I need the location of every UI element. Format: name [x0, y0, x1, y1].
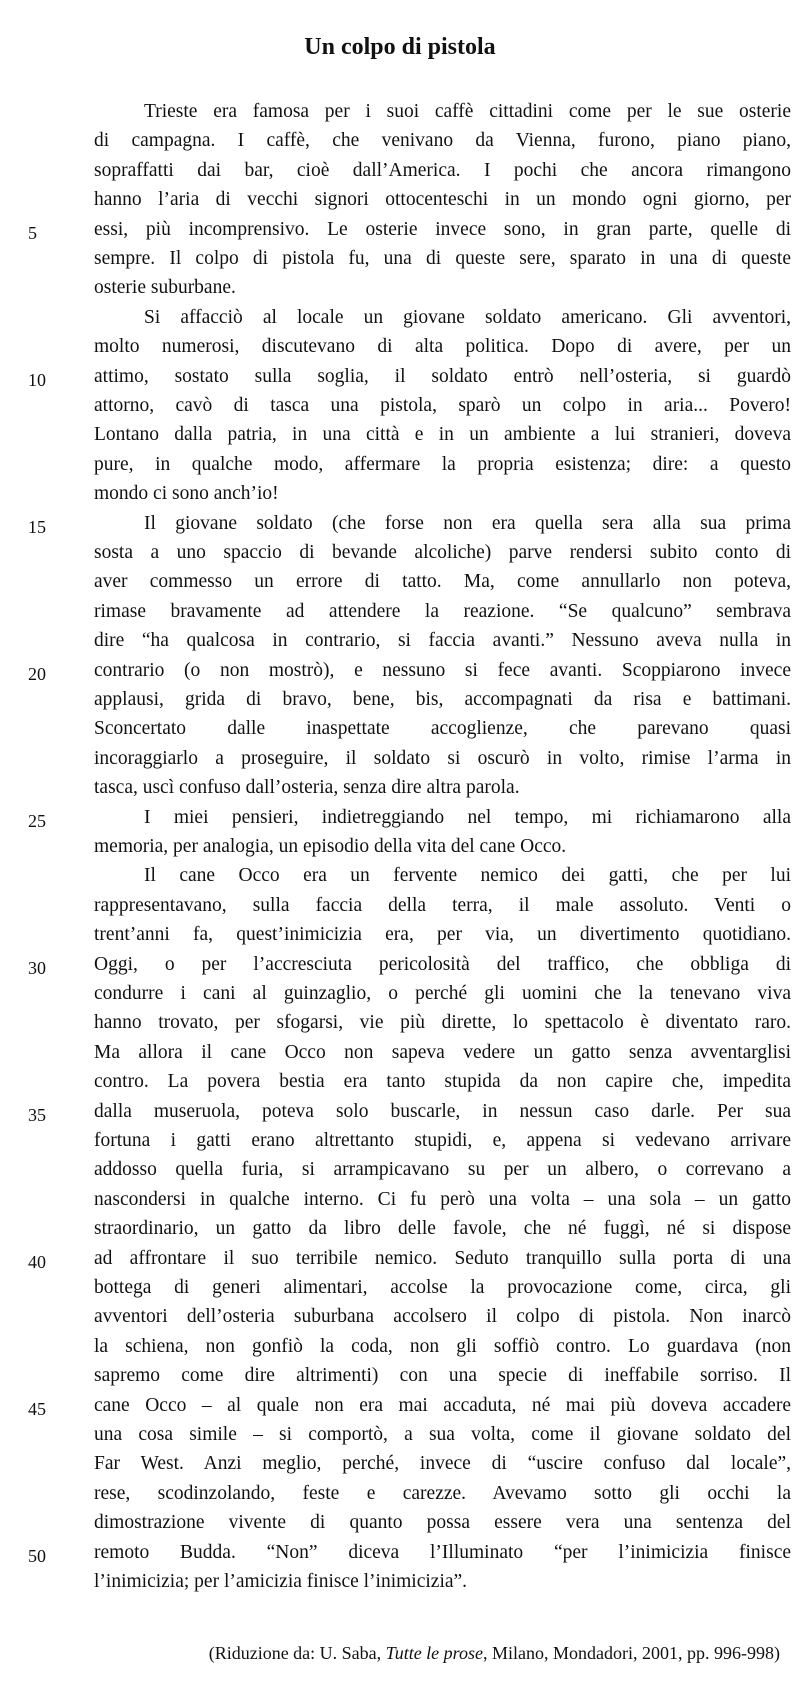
text-line: Oggi, o per l’accresciuta pericolosità del traffico, che obbliga di — [94, 953, 791, 975]
line-number: 30 — [28, 957, 46, 978]
line-number: 40 — [28, 1251, 46, 1272]
document-title: Un colpo di pistola — [304, 34, 496, 60]
text-line: Sconcertato dalle inaspettate accoglienze, che parevano quasi — [94, 718, 791, 740]
text-line: cane Occo – al quale non era mai accaduta, né mai più doveva accadere — [94, 1394, 791, 1416]
text-line: contro. La povera bestia era tanto stupida da non capire che, impedita — [94, 1071, 791, 1093]
text-line: rese, scodinzolando, feste e carezze. Avevamo sotto gli occhi la — [94, 1482, 791, 1504]
text-line: aver commesso un errore di tatto. Ma, come annullarlo non poteva, — [94, 571, 791, 593]
line-number: 15 — [28, 516, 46, 537]
text-line: tasca, uscì confuso dall’osteria, senza dire altra parola. — [94, 777, 520, 799]
line-number: 10 — [28, 369, 46, 390]
text-line: Trieste era famosa per i suoi caffè cittadini come per le sue osterie — [144, 101, 791, 122]
text-line: I miei pensieri, indietreggiando nel tempo, mi richiamarono alla — [144, 806, 791, 828]
text-line: condurre i cani al guinzaglio, o perché gli uomini che la tenevano viva — [94, 983, 791, 1004]
text-line: l’inimicizia; per l’amicizia finisce l’inimicizia”. — [94, 1571, 468, 1592]
line-number: 25 — [28, 810, 46, 831]
text-line: essi, più incomprensivo. Le osterie invece sono, in gran parte, quelle di — [94, 218, 791, 240]
text-line: fortuna i gatti erano altrettanto stupidi, e, appena si vedevano arrivare — [94, 1130, 791, 1151]
text-line: Lontano dalla patria, in una città e in un ambiente a lui stranieri, doveva — [94, 424, 791, 446]
text-line: mondo ci sono anch’io! — [94, 483, 279, 505]
text-line: contrario (o non mostrò), e nessuno si fece avanti. Scoppiarono invece — [94, 659, 791, 681]
text-line: Si affacciò al locale un giovane soldato americano. Gli avventori, — [144, 306, 791, 328]
text-line: Ma allora il cane Occo non sapeva vedere un gatto senza avventarglisi — [94, 1041, 791, 1063]
citation-work-title: Tutte le prose — [385, 1643, 484, 1663]
source-citation — [209, 1640, 780, 1666]
text-line: Far West. Anzi meglio, perché, invece di “uscire confuso dal locale”, — [94, 1453, 791, 1475]
text-line: incoraggiarlo a proseguire, il soldato si oscurò in volto, rimise l’arma in — [94, 747, 791, 769]
line-number: 35 — [28, 1104, 46, 1125]
text-line: di campagna. I caffè, che venivano da Vienna, furono, piano piano, — [94, 130, 791, 152]
text-line: hanno trovato, per sfogarsi, vie più dirette, lo spettacolo è diventato raro. — [94, 1012, 791, 1034]
text-line: straordinario, un gatto da libro delle favole, che né fuggì, né si dispose — [94, 1218, 791, 1240]
text-line: molto numerosi, discutevano di alta politica. Dopo di avere, per un — [94, 336, 791, 358]
text-line: sapremo come dire altrimenti) con una specie di ineffabile sorriso. Il — [94, 1365, 791, 1387]
text-line: bottega di generi alimentari, accolse la provocazione come, circa, gli — [94, 1277, 791, 1298]
text-line: trent’anni fa, quest’inimicizia era, per via, un divertimento quotidiano. — [94, 924, 791, 946]
text-line: Il cane Occo era un fervente nemico dei gatti, che per lui — [144, 865, 791, 887]
text-line: avventori dell’osteria suburbana accolsero il colpo di pistola. Non inarcò — [94, 1306, 791, 1328]
text-line: dalla museruola, poteva solo buscarle, in nessun caso darle. Per sua — [94, 1100, 791, 1122]
text-line: attimo, sostato sulla soglia, il soldato entrò nell’osteria, si guardò — [94, 365, 791, 387]
line-number: 20 — [28, 663, 46, 684]
text-line: addosso quella furia, si arrampicavano su per un albero, o correvano a — [94, 1159, 791, 1181]
text-line: memoria, per analogia, un episodio della vita del cane Occo. — [94, 836, 567, 857]
text-line: rappresentavano, sulla faccia della terra, il male assoluto. Venti o — [94, 894, 791, 916]
line-number: 45 — [28, 1398, 46, 1419]
text-line: attorno, cavò di tasca una pistola, sparò un colpo in aria... Povero! — [94, 395, 791, 416]
citation-suffix: , Milano, Mondadori, 2001, pp. 996-998) — [483, 1643, 780, 1663]
text-line: osterie suburbane. — [94, 277, 236, 299]
line-number: 5 — [28, 222, 37, 243]
text-line: rimase bravamente ad attendere la reazione. “Se qualcuno” sembrava — [94, 600, 791, 622]
text-line: applausi, grida di bravo, bene, bis, accompagnati da risa e battimani. — [94, 689, 791, 710]
text-line: la schiena, non gonfiò la coda, non gli soffiò contro. Lo guardava (non — [94, 1335, 791, 1357]
text-line: remoto Budda. “Non” diceva l’Illuminato “per l’inimicizia finisce — [94, 1541, 791, 1563]
text-line: ad affrontare il suo terribile nemico. Seduto tranquillo sulla porta di una — [94, 1247, 791, 1269]
line-number: 50 — [28, 1545, 46, 1566]
text-line: dimostrazione vivente di quanto possa essere vera una sentenza del — [94, 1512, 791, 1534]
text-line: Il giovane soldato (che forse non era quella sera alla sua prima — [144, 512, 791, 534]
text-line: hanno l’aria di vecchi signori ottocenteschi in un mondo ogni giorno, per — [94, 189, 791, 211]
text-line: una cosa simile – si comportò, a sua volta, come il giovane soldato del — [94, 1424, 791, 1445]
text-line: dire “ha qualcosa in contrario, si faccia avanti.” Nessuno aveva nulla in — [94, 630, 791, 652]
text-line: sopraffatti dai bar, cioè dall’America. I pochi che ancora rimangono — [94, 159, 791, 181]
text-line: nascondersi in qualche interno. Ci fu però una volta – una sola – un gatto — [94, 1188, 791, 1210]
text-line: pure, in qualche modo, affermare la propria esistenza; dire: a questo — [94, 453, 791, 475]
text-line: sempre. Il colpo di pistola fu, una di queste sere, sparato in una di queste — [94, 248, 791, 269]
citation-prefix: (Riduzione da: U. Saba, — [208, 1643, 386, 1663]
text-line: sosta a uno spaccio di bevande alcoliche) parve rendersi subito conto di — [94, 542, 791, 563]
